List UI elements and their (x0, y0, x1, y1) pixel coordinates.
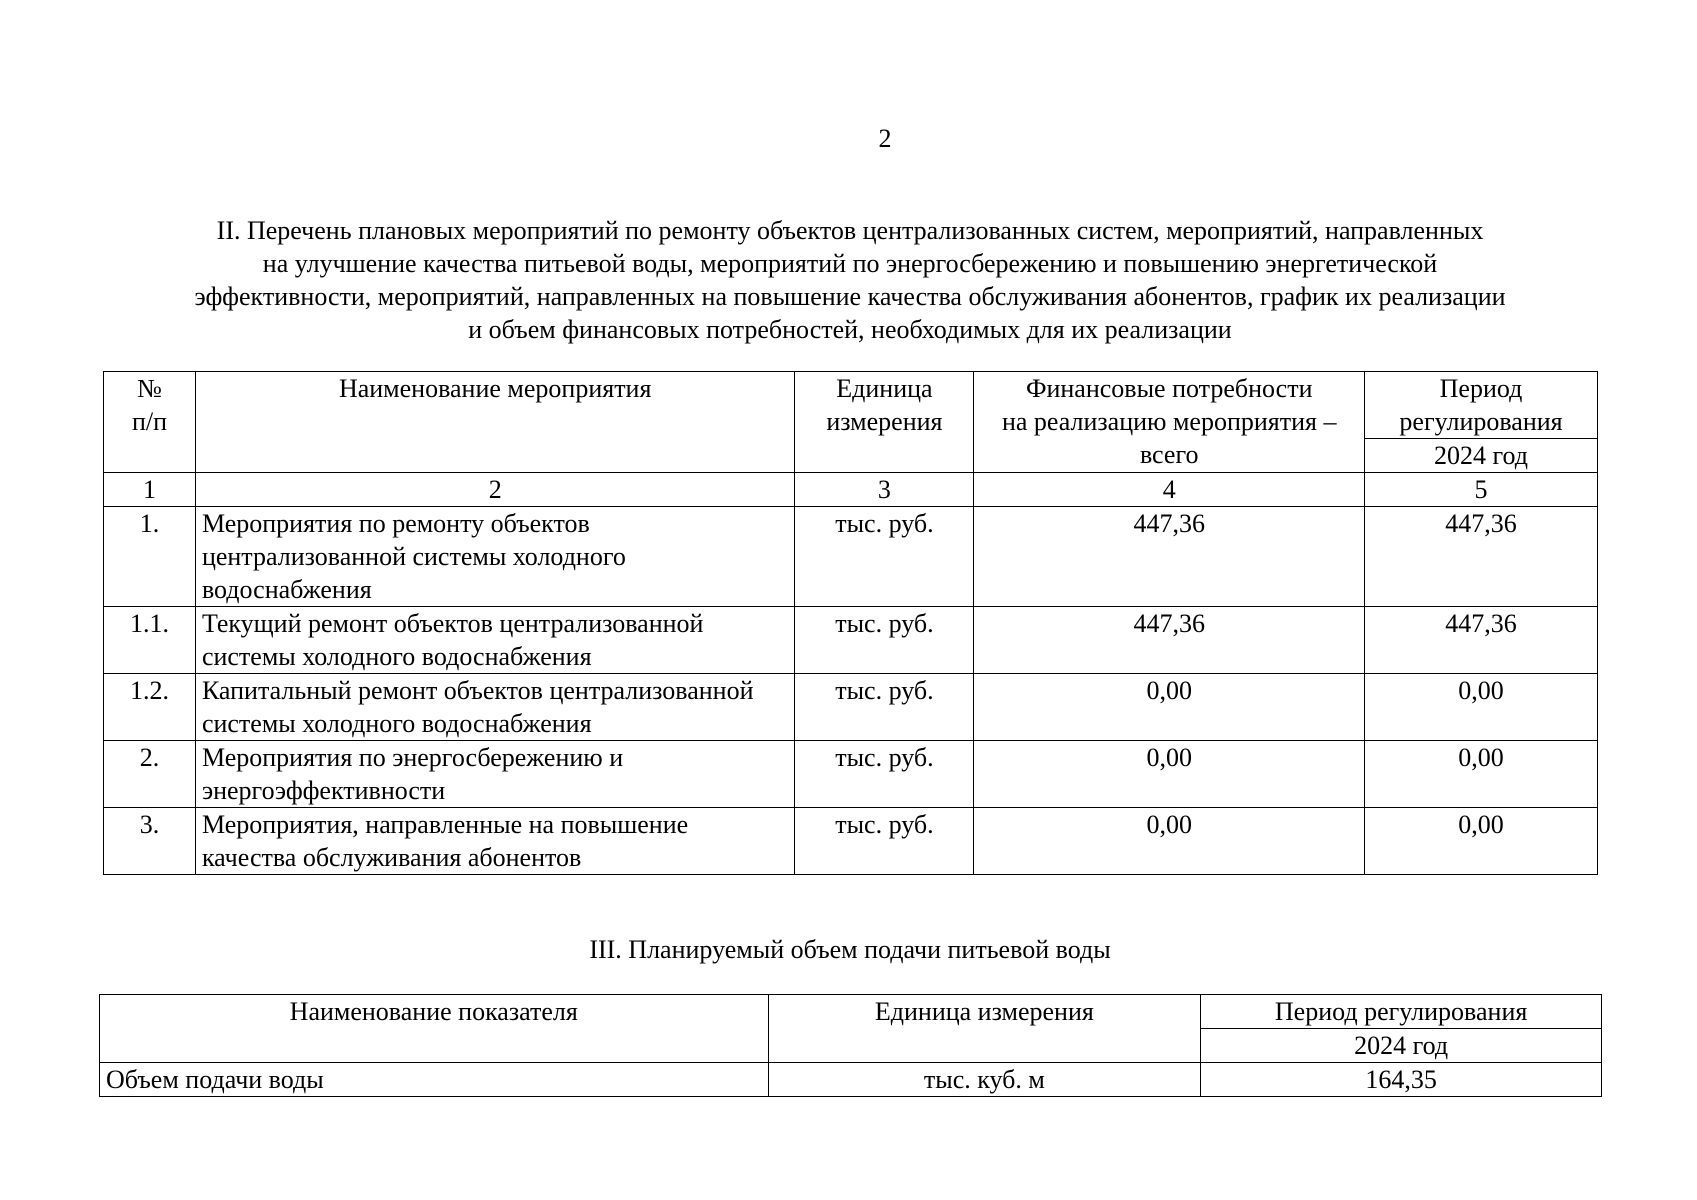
column-number: 5 (1365, 473, 1598, 507)
column-number: 4 (974, 473, 1365, 507)
section-2-title (100, 214, 1600, 346)
row-name: Мероприятия, направленные на повышение качества обслуживания абонентов (195, 808, 795, 875)
row-name: Мероприятия по ремонту объектов централизованной системы холодного водоснабжения (195, 507, 795, 607)
row-value: 164,35 (1201, 1063, 1602, 1097)
row-name: Мероприятия по энергосбережению и энергоэффективности (195, 741, 795, 808)
section-3-title: III. Планируемый объем подачи питьевой воды (589, 935, 1111, 964)
header-year: 2024 год (1201, 1029, 1602, 1063)
column-numbers-row (104, 473, 1598, 507)
table-row (104, 808, 1598, 875)
row-finance: 0,00 (974, 741, 1365, 808)
row-num: 1.1. (104, 607, 196, 674)
header-period-line: Период (1439, 374, 1523, 403)
header-num (104, 372, 196, 473)
row-finance: 0,00 (974, 808, 1365, 875)
row-num: 2. (104, 741, 196, 808)
row-unit: тыс. руб. (795, 808, 974, 875)
table-row (104, 674, 1598, 741)
header-period (1365, 372, 1598, 439)
table-row (104, 607, 1598, 674)
row-finance: 447,36 (974, 507, 1365, 607)
header-unit-line: Единица (836, 374, 933, 403)
row-unit: тыс. руб. (795, 607, 974, 674)
row-name: Капитальный ремонт объектов централизованной системы холодного водоснабжения (195, 674, 795, 741)
header-indicator: Наименование показателя (100, 995, 769, 1063)
row-name: Текущий ремонт объектов централизованной системы холодного водоснабжения (195, 607, 795, 674)
row-finance: 0,00 (974, 674, 1365, 741)
table-row (104, 741, 1598, 808)
section-2-title-line: II. Перечень плановых мероприятий по ремонту объектов централизованных систем, мероприятий, направленных (216, 216, 1484, 245)
header-finance-line: на реализацию мероприятия – (1001, 407, 1337, 436)
header-num-symbol: № (137, 374, 162, 403)
row-period: 0,00 (1365, 741, 1598, 808)
header-finance-line: Финансовые потребности (1025, 374, 1313, 403)
row-unit: тыс. руб. (795, 674, 974, 741)
row-num: 1. (104, 507, 196, 607)
row-period: 447,36 (1365, 607, 1598, 674)
table-row (100, 1063, 1602, 1097)
header-period: Период регулирования (1201, 995, 1602, 1029)
header-period-line: регулирования (1399, 407, 1563, 436)
row-indicator: Объем подачи воды (100, 1063, 769, 1097)
row-period: 447,36 (1365, 507, 1598, 607)
header-unit: Единица измерения (768, 995, 1201, 1063)
section-2-title-line: эффективности, мероприятий, направленных на повышение качества обслуживания абонентов, график их реализации (194, 282, 1506, 311)
header-year: 2024 год (1365, 439, 1598, 473)
row-num: 3. (104, 808, 196, 875)
header-num-label: п/п (131, 407, 167, 436)
row-unit: тыс. руб. (795, 741, 974, 808)
section-2-title-line: и объем финансовых потребностей, необходимых для их реализации (468, 315, 1232, 344)
measures-table (103, 371, 1598, 875)
header-finance-line: всего (1139, 440, 1199, 469)
header-unit (795, 372, 974, 473)
header-name: Наименование мероприятия (195, 372, 795, 473)
column-number: 2 (195, 473, 795, 507)
table-header-row (104, 372, 1598, 439)
row-unit: тыс. руб. (795, 507, 974, 607)
header-unit-line: измерения (826, 407, 943, 436)
row-finance: 447,36 (974, 607, 1365, 674)
table-header-row (100, 995, 1602, 1029)
row-num: 1.2. (104, 674, 196, 741)
row-unit: тыс. куб. м (768, 1063, 1201, 1097)
column-number: 1 (104, 473, 196, 507)
header-finance (974, 372, 1365, 473)
row-period: 0,00 (1365, 808, 1598, 875)
table-row (104, 507, 1598, 607)
section-2-title-line: на улучшение качества питьевой воды, мероприятий по энергосбережению и повышению энергетической (262, 249, 1438, 278)
row-period: 0,00 (1365, 674, 1598, 741)
water-supply-table (99, 994, 1602, 1097)
column-number: 3 (795, 473, 974, 507)
page-number: 2 (878, 124, 892, 153)
